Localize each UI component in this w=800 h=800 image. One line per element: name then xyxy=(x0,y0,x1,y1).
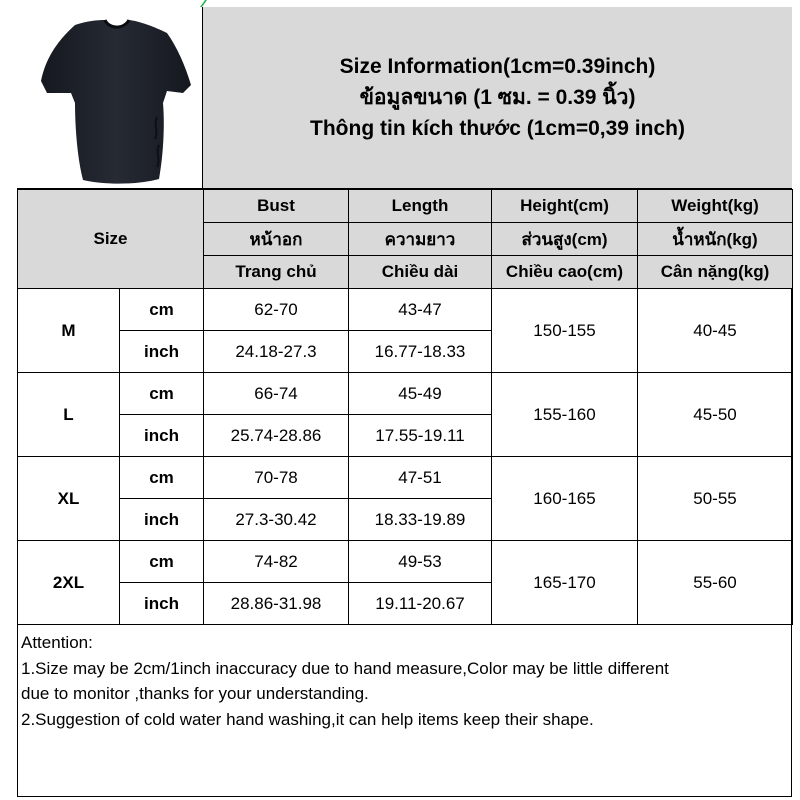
size-table xyxy=(17,189,793,625)
unit-inch: inch xyxy=(120,415,204,457)
product-image xyxy=(17,7,203,189)
size-cell: 2XL xyxy=(18,541,120,625)
length-inch: 18.33-19.89 xyxy=(349,499,492,541)
length-header-th: ความยาว xyxy=(349,223,492,256)
title-english: Size Information(1cm=0.39inch) xyxy=(339,55,656,78)
unit-cm: cm xyxy=(120,541,204,583)
bust-cm: 62-70 xyxy=(204,289,349,331)
height-header-en: Height(cm) xyxy=(492,190,638,223)
length-cm: 47-51 xyxy=(349,457,492,499)
bust-cm: 70-78 xyxy=(204,457,349,499)
length-cm: 45-49 xyxy=(349,373,492,415)
length-cm: 49-53 xyxy=(349,541,492,583)
attention-heading: Attention: xyxy=(21,633,93,652)
unit-inch: inch xyxy=(120,583,204,625)
table-row xyxy=(18,457,793,499)
unit-cm: cm xyxy=(120,289,204,331)
attention-note-1a: 1.Size may be 2cm/1inch inaccuracy due to hand measure,Color may be little different xyxy=(21,658,669,678)
weight-header-th: น้ำหนัก(kg) xyxy=(638,223,793,256)
bust-cm: 66-74 xyxy=(204,373,349,415)
size-cell: XL xyxy=(18,457,120,541)
height-header-th: ส่วนสูง(cm) xyxy=(492,223,638,256)
weight-range: 50-55 xyxy=(638,457,793,541)
length-inch: 16.77-18.33 xyxy=(349,331,492,373)
size-cell: L xyxy=(18,373,120,457)
length-inch: 17.55-19.11 xyxy=(349,415,492,457)
weight-header-en: Weight(kg) xyxy=(638,190,793,223)
bust-inch: 28.86-31.98 xyxy=(204,583,349,625)
unit-inch: inch xyxy=(120,331,204,373)
bust-inch: 27.3-30.42 xyxy=(204,499,349,541)
size-info-title xyxy=(203,7,792,189)
length-cm: 43-47 xyxy=(349,289,492,331)
height-range: 155-160 xyxy=(492,373,638,457)
table-row xyxy=(18,289,793,331)
weight-range: 40-45 xyxy=(638,289,793,373)
unit-cm: cm xyxy=(120,457,204,499)
height-range: 165-170 xyxy=(492,541,638,625)
height-range: 160-165 xyxy=(492,457,638,541)
size-header: Size xyxy=(18,190,204,289)
length-header-en: Length xyxy=(349,190,492,223)
bust-inch: 25.74-28.86 xyxy=(204,415,349,457)
title-thai: ข้อมูลขนาด (1 ซม. = 0.39 นิ้ว) xyxy=(359,86,636,109)
table-row xyxy=(18,373,793,415)
corner-mark xyxy=(200,0,207,7)
length-header-vi: Chiều dài xyxy=(349,256,492,289)
title-vietnamese: Thông tin kích thước (1cm=0,39 inch) xyxy=(310,117,685,140)
length-inch: 19.11-20.67 xyxy=(349,583,492,625)
table-row xyxy=(18,541,793,583)
attention-note-1b: due to monitor ,thanks for your understanding. xyxy=(21,684,369,703)
t-shirt-icon xyxy=(17,7,203,189)
bust-header-en: Bust xyxy=(204,190,349,223)
weight-range: 55-60 xyxy=(638,541,793,625)
attention-note-2: 2.Suggestion of cold water hand washing,it can help items keep their shape. xyxy=(21,709,594,729)
unit-inch: inch xyxy=(120,499,204,541)
weight-header-vi: Cân nặng(kg) xyxy=(638,256,793,289)
bust-header-vi: Trang chủ xyxy=(204,256,349,289)
height-header-vi: Chiều cao(cm) xyxy=(492,256,638,289)
weight-range: 45-50 xyxy=(638,373,793,457)
unit-cm: cm xyxy=(120,373,204,415)
attention-notes xyxy=(17,628,792,797)
bust-header-th: หน้าอก xyxy=(204,223,349,256)
height-range: 150-155 xyxy=(492,289,638,373)
size-cell: M xyxy=(18,289,120,373)
bust-inch: 24.18-27.3 xyxy=(204,331,349,373)
bust-cm: 74-82 xyxy=(204,541,349,583)
